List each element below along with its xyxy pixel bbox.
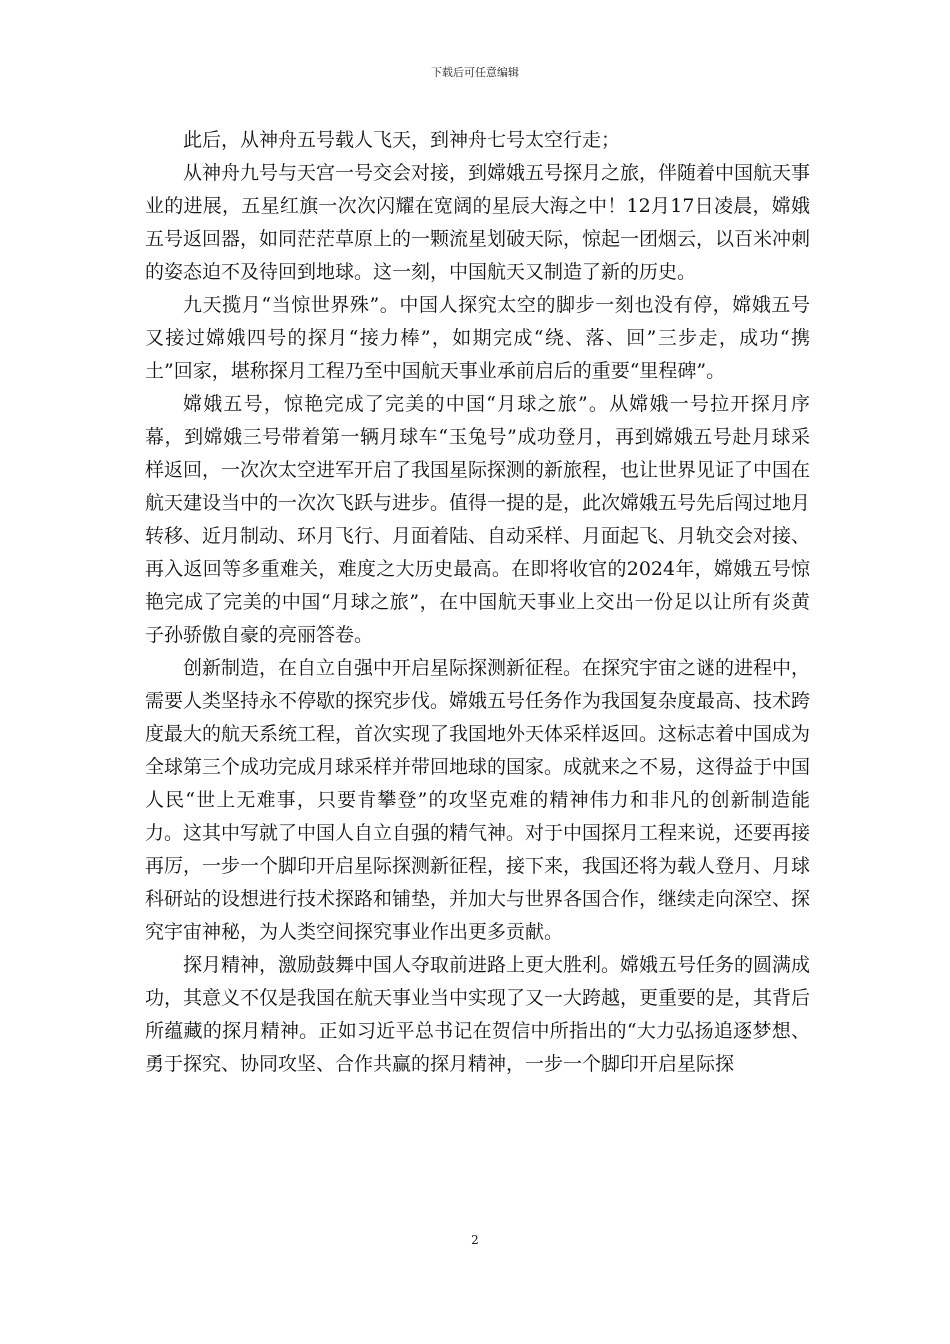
page-number: 2 — [471, 1233, 479, 1247]
paragraph-4: 嫦娥五号，惊艳完成了完美的中国“月球之旅”。从嫦娥一号拉开探月序幕，到嫦娥三号带着第一辆月球车“玉兔号”成功登月，再到嫦娥五号赴月球采样返回，一次次太空进军开启了我国星际探测的新旅程，也让世界见证了中国在航天建设当中的一次次飞跃与进步。值得一提的是，此次嫦娥五号先后闯过地月转移、近月制动、环月飞行、月面着陆、自动采样、月面起飞、月轨交会对接、再入返回等多重难关，难度之大历史最高。在即将收官的2024年，嫦娥五号惊艳完成了完美的中国“月球之旅”，在中国航天事业上交出一份足以让所有炎黄子孙骄傲自豪的亮丽答卷。 — [145, 393, 811, 646]
paragraph-1: 此后，从神舟五号载人飞天，到神舟七号太空行走； — [183, 129, 621, 151]
page-body — [145, 124, 810, 1081]
paragraph-3: 九天揽月“当惊世界殊”。中国人探究太空的脚步一刻也没有停，嫦娥五号又接过嫦娥四号的探月“接力棒”，如期完成“绕、落、回”三步走，成功“携土”回家，堪称探月工程乃至中国航天事业承前启后的重要“里程碑”。 — [145, 294, 810, 382]
paragraph-2: 从神舟九号与天宫一号交会对接，到嫦娥五号探月之旅，伴随着中国航天事业的进展，五星红旗一次次闪耀在宽阔的星辰大海之中！12月17日凌晨，嫦娥五号返回器，如同茫茫草原上的一颗流星划破天际，惊起一团烟云，以百米冲刺的姿态迫不及待回到地球。这一刻，中国航天又制造了新的历史。 — [145, 162, 811, 283]
paragraph-6: 探月精神，激励鼓舞中国人夺取前进路上更大胜利。嫦娥五号任务的圆满成功，其意义不仅是我国在航天事业当中实现了又一大跨越，更重要的是，其背后所蕴藏的探月精神。正如习近平总书记在贺信中所指出的“大力弘扬追逐梦想、勇于探究、协同攻坚、合作共赢的探月精神，一步一个脚印开启星际探 — [145, 954, 811, 1075]
paragraph-5: 创新制造，在自立自强中开启星际探测新征程。在探究宇宙之谜的进程中，需要人类坚持永不停歇的探究步伐。嫦娥五号任务作为我国复杂度最高、技术跨度最大的航天系统工程，首次实现了我国地外天体采样返回。这标志着中国成为全球第三个成功完成月球采样并带回地球的国家。成就来之不易，这得益于中国人民“世上无难事，只要肯攀登”的攻坚克难的精神伟力和非凡的创新制造能力。这其中写就了中国人自立自强的精气神。对于中国探月工程来说，还要再接再厉，一步一个脚印开启星际探测新征程，接下来，我国还将为载人登月、月球科研站的设想进行技术探路和铺垫，并加大与世界各国合作，继续走向深空、探究宇宙神秘，为人类空间探究事业作出更多贡献。 — [145, 657, 811, 943]
page-header: 下载后可任意编辑 — [431, 66, 519, 79]
